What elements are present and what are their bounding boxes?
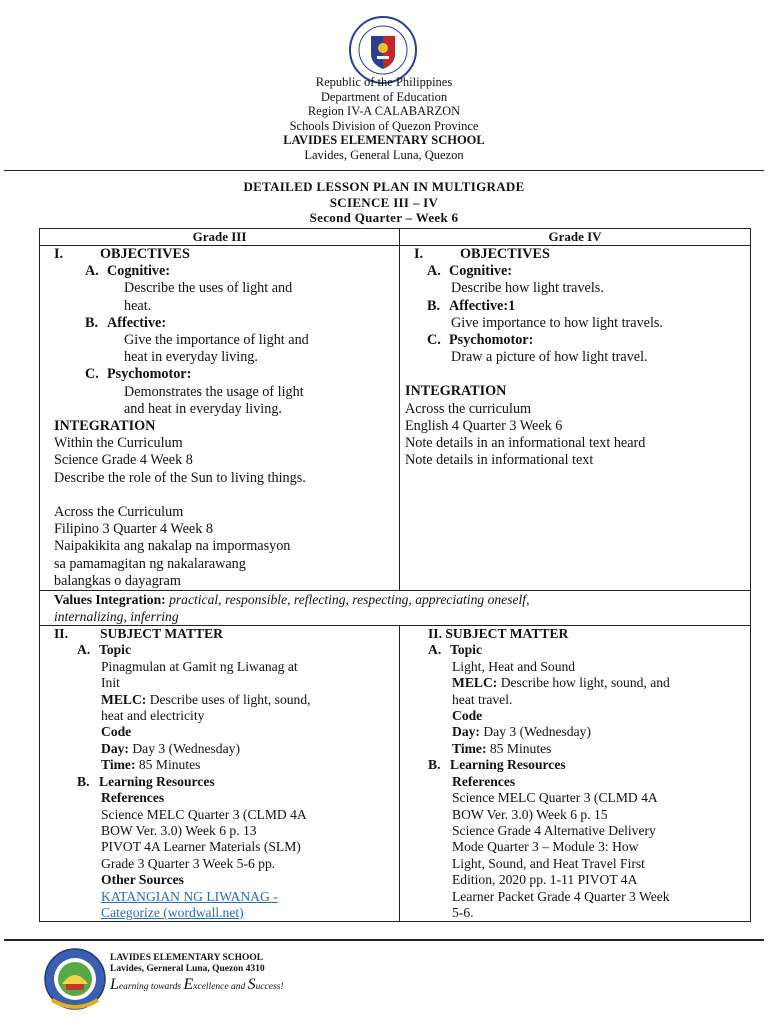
reference-line: Light, Sound, and Heat Travel First <box>452 855 645 871</box>
learning-resources-label: Learning Resources <box>99 773 215 789</box>
cognitive-label: Cognitive: <box>107 263 171 280</box>
day-value: Day 3 (Wednesday) <box>479 724 591 740</box>
grade4-objectives-cell <box>400 246 751 591</box>
code-label: Code <box>101 724 132 740</box>
affective-text: Give the importance of light and <box>124 332 309 349</box>
footer-divider <box>4 939 764 941</box>
topic-label: Topic <box>99 642 131 658</box>
integration-line: Note details in informational text <box>405 452 594 469</box>
melc-label: MELC: <box>101 691 147 707</box>
header-line: Region IV-A CALABARZON <box>307 104 461 119</box>
integration-line: Naipakikita ang nakalap na impormasyon <box>54 538 291 555</box>
footer-school-name: LAVIDES ELEMENTARY SCHOOL <box>110 953 264 963</box>
reference-line: Science Grade 4 Alternative Delivery <box>452 822 656 838</box>
values-integration-text: practical, responsible, reflecting, respecting, appreciating oneself, <box>169 592 530 608</box>
grade3-subject-matter-cell <box>40 626 400 922</box>
objectives-heading: OBJECTIVES <box>460 246 550 262</box>
day-label: Day: <box>101 740 129 756</box>
affective-text: heat in everyday living. <box>124 349 258 366</box>
integration-line: Describe the role of the Sun to living things. <box>54 469 306 486</box>
motto-text: xcellence and <box>193 982 248 992</box>
wordwall-link[interactable]: Categorize (wordwall.net) <box>101 904 244 920</box>
reference-line: Edition, 2020 pp. 1-11 PIVOT 4A <box>452 872 638 888</box>
references-label: References <box>452 773 516 789</box>
motto-cap: E <box>183 976 194 993</box>
reference-line: Mode Quarter 3 – Module 3: How <box>452 839 639 855</box>
cognitive-text: Describe how light travels. <box>451 280 604 297</box>
deped-seal-logo <box>349 16 417 84</box>
psychomotor-label: Psychomotor: <box>107 366 192 383</box>
item-letter: A. <box>85 263 99 280</box>
grade4-subject-matter-cell <box>400 626 751 922</box>
topic-text: Light, Heat and Sound <box>452 658 576 674</box>
time-label: Time: <box>452 740 487 756</box>
header-line: Department of Education <box>320 89 448 104</box>
references-label: References <box>101 790 165 806</box>
objectives-heading: OBJECTIVES <box>100 246 190 262</box>
school-logo <box>44 948 106 1010</box>
time-label: Time: <box>101 757 136 773</box>
header-block <box>0 75 768 163</box>
time-value: 85 Minutes <box>486 740 552 756</box>
grade3-column-header: Grade III <box>40 229 400 246</box>
motto-cap: L <box>110 976 119 993</box>
integration-line: Filipino 3 Quarter 4 Week 8 <box>54 521 213 538</box>
reference-line: 5-6. <box>452 904 474 920</box>
time-value: 85 Minutes <box>135 757 201 773</box>
day-value: Day 3 (Wednesday) <box>128 740 240 756</box>
melc-label: MELC: <box>452 675 498 691</box>
header-line: Schools Division of Quezon Province <box>289 118 479 133</box>
values-integration-text: internalizing, inferring <box>54 609 179 625</box>
affective-label: Affective:1 <box>449 297 516 314</box>
item-letter: B. <box>427 297 441 314</box>
grade3-objectives-cell <box>40 246 400 591</box>
lesson-plan-table <box>39 228 751 922</box>
wordwall-link[interactable]: KATANGIAN NG LIWANAG - <box>101 888 278 904</box>
cognitive-text: Describe the uses of light and <box>124 280 293 297</box>
code-label: Code <box>452 708 483 724</box>
reference-line: BOW Ver. 3.0) Week 6 p. 13 <box>101 822 257 838</box>
title-line-1: DETAILED LESSON PLAN IN MULTIGRADE <box>243 179 525 194</box>
grade4-column-header: Grade IV <box>400 229 751 246</box>
integration-line <box>40 487 399 504</box>
item-letter: C. <box>85 366 99 383</box>
lesson-title <box>0 179 768 226</box>
school-motto <box>110 976 284 994</box>
integration-line: Across the curriculum <box>405 400 532 417</box>
roman-numeral: I. <box>414 246 424 262</box>
item-letter: A. <box>427 263 441 280</box>
reference-line: Science MELC Quarter 3 (CLMD 4A <box>452 790 658 806</box>
psychomotor-text: Draw a picture of how light travel. <box>451 349 648 366</box>
cognitive-label: Cognitive: <box>449 263 513 280</box>
motto-text: earning towards <box>118 982 184 992</box>
header-line: Republic of the Philippines <box>315 75 453 89</box>
melc-text: heat travel. <box>452 691 513 707</box>
reference-line: PIVOT 4A Learner Materials (SLM) <box>101 839 301 855</box>
item-letter: A. <box>428 642 442 658</box>
reference-line: Learner Packet Grade 4 Quarter 3 Week <box>452 888 670 904</box>
reference-line: Grade 3 Quarter 3 Week 5-6 pp. <box>101 855 276 871</box>
motto-cap: S <box>247 976 256 993</box>
psychomotor-text: Demonstrates the usage of light <box>124 383 304 400</box>
integration-heading: INTEGRATION <box>54 418 156 435</box>
values-integration-label: Values Integration: <box>54 592 166 608</box>
reference-line: Science MELC Quarter 3 (CLMD 4A <box>101 806 307 822</box>
item-letter: B. <box>85 314 99 331</box>
integration-line: balangkas o dayagram <box>54 572 181 589</box>
integration-line: English 4 Quarter 3 Week 6 <box>405 417 563 434</box>
melc-text: Describe how light, sound, and <box>497 675 670 691</box>
integration-line: Note details in an informational text heard <box>405 435 646 452</box>
topic-text: Init <box>101 675 120 691</box>
topic-label: Topic <box>450 642 482 658</box>
melc-text: Describe uses of light, sound, <box>146 691 311 707</box>
integration-line: sa pamamagitan ng nakalarawang <box>54 555 246 572</box>
integration-heading: INTEGRATION <box>405 383 507 400</box>
integration-line: Across the Curriculum <box>54 504 184 521</box>
learning-resources-label: Learning Resources <box>450 757 566 773</box>
subject-matter-heading: SUBJECT MATTER <box>100 626 224 642</box>
integration-line: Science Grade 4 Week 8 <box>54 452 193 469</box>
affective-text: Give importance to how light travels. <box>451 314 663 331</box>
item-letter: B. <box>77 773 90 789</box>
motto-text: uccess! <box>255 982 284 992</box>
psychomotor-label: Psychomotor: <box>449 332 534 349</box>
psychomotor-text: and heat in everyday living. <box>124 400 282 417</box>
melc-text: heat and electricity <box>101 708 205 724</box>
day-label: Day: <box>452 724 480 740</box>
roman-numeral: II. <box>54 626 68 642</box>
item-letter: A. <box>77 642 91 658</box>
item-letter: B. <box>428 757 441 773</box>
subject-matter-heading: II. SUBJECT MATTER <box>428 626 569 642</box>
title-line-2: SCIENCE III – IV <box>329 194 439 210</box>
integration-line: Within the Curriculum <box>54 435 183 452</box>
title-line-3: Second Quarter – Week 6 <box>309 210 459 225</box>
reference-line: BOW Ver. 3.0) Week 6 p. 15 <box>452 806 608 822</box>
other-sources-label: Other Sources <box>101 872 184 888</box>
header-address: Lavides, General Luna, Quezon <box>304 147 464 162</box>
header-school-name: LAVIDES ELEMENTARY SCHOOL <box>283 133 485 148</box>
footer-address: Lavides, Gerneral Luna, Quezon 4310 <box>110 964 265 974</box>
cognitive-text: heat. <box>124 297 152 314</box>
topic-text: Pinagmulan at Gamit ng Liwanag at <box>101 658 298 674</box>
header-divider <box>4 170 764 171</box>
roman-numeral: I. <box>54 246 64 262</box>
item-letter: C. <box>427 332 441 349</box>
values-integration-cell <box>40 591 751 626</box>
affective-label: Affective: <box>107 314 167 331</box>
footer-text <box>110 953 265 975</box>
